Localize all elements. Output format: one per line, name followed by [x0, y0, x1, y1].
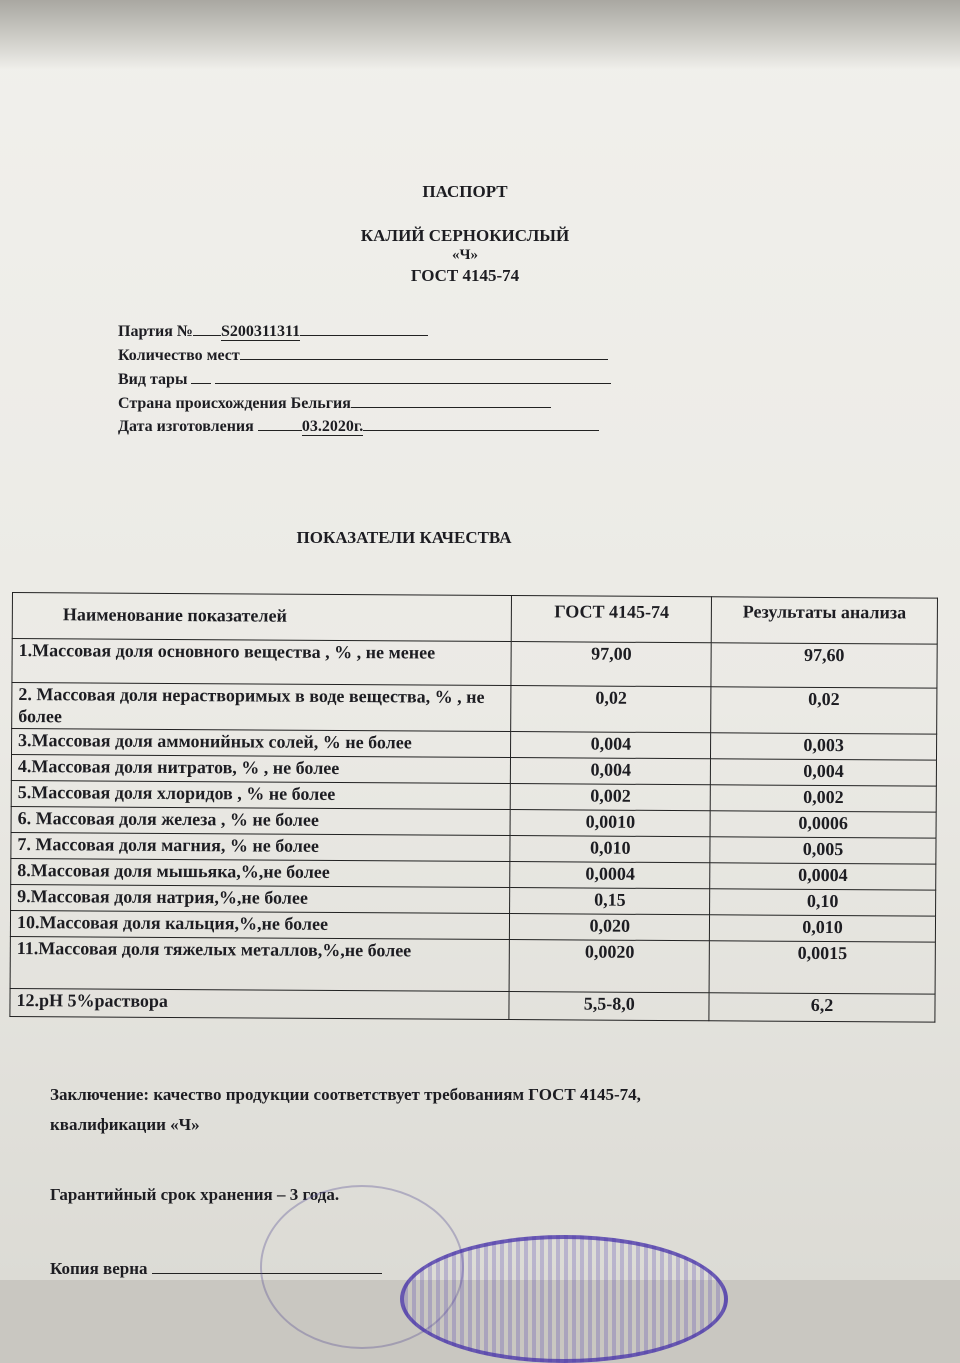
- conclusion-line1: Заключение: качество продукции соответствует требованиям ГОСТ 4145-74,: [50, 1085, 641, 1104]
- product-grade: «Ч»: [451, 247, 478, 263]
- country-value: Бельгия: [290, 395, 351, 412]
- analysis-result: 0,010: [710, 915, 936, 942]
- copy-label: Копия верна: [50, 1259, 148, 1278]
- gost-value: 0,02: [511, 686, 711, 733]
- analysis-result: 0,004: [711, 759, 937, 786]
- table-row: [12, 639, 937, 689]
- indicator-name: 8.Массовая доля мышьяка,%,не более: [11, 858, 511, 887]
- table-header-row: [12, 593, 937, 645]
- table-row: [10, 936, 935, 994]
- gost-value: 0,15: [510, 888, 710, 915]
- gost-value: 0,004: [511, 732, 711, 759]
- analysis-result: 0,0015: [709, 941, 935, 994]
- indicator-name: 7. Массовая доля магния, % не более: [11, 832, 511, 861]
- date-field: [118, 415, 599, 436]
- date-value: 03.2020г.: [301, 418, 364, 435]
- analysis-result: 0,0004: [710, 863, 936, 890]
- product-standard: ГОСТ 4145-74: [410, 266, 520, 285]
- indicator-name: 3.Массовая доля аммонийных солей, % не более: [12, 729, 512, 758]
- analysis-result: 0,02: [711, 687, 937, 734]
- date-label: Дата изготовления: [118, 418, 254, 435]
- analysis-result: 6,2: [709, 993, 935, 1022]
- indicator-name: 6. Массовая доля железа , % не более: [11, 806, 511, 835]
- gost-value: 0,0020: [510, 940, 710, 993]
- analysis-result: 0,003: [711, 733, 937, 760]
- gost-value: 0,004: [511, 758, 711, 785]
- col-name-header: Наименование показателей: [12, 593, 512, 642]
- gost-value: 0,0004: [510, 862, 710, 889]
- analysis-result: 97,60: [711, 643, 937, 688]
- indicator-name: 5.Массовая доля хлоридов , % не более: [11, 780, 511, 809]
- indicator-name: 11.Массовая доля тяжелых металлов,%,не более: [10, 936, 510, 991]
- country-label: Страна происхождения: [118, 395, 287, 412]
- quality-table: [9, 592, 938, 1023]
- shelf-life: Гарантийный срок хранения – 3 года.: [50, 1185, 340, 1204]
- analysis-result: 0,10: [710, 889, 936, 916]
- indicator-name: 10.Массовая доля кальция,%,не более: [10, 910, 510, 939]
- analysis-result: 0,002: [710, 785, 936, 812]
- table-row: [10, 988, 935, 1022]
- analysis-result: 0,005: [710, 837, 936, 864]
- batch-field: [118, 320, 428, 341]
- gost-value: 0,002: [511, 784, 711, 811]
- analysis-result: 0,0006: [710, 811, 936, 838]
- indicator-name: 12.pH 5%раствора: [10, 988, 510, 1019]
- indicator-name: 1.Массовая доля основного вещества , % , не менее: [12, 639, 512, 686]
- gost-value: 0,010: [510, 836, 710, 863]
- product-name: КАЛИЙ СЕРНОКИСЛЫЙ: [360, 226, 570, 245]
- company-stamp-icon: [400, 1235, 728, 1363]
- col-gost-header: ГОСТ 4145-74: [512, 596, 712, 643]
- doc-title: ПАСПОРТ: [422, 182, 508, 201]
- scan-shadow: [0, 0, 960, 70]
- conclusion-line2: квалификации «Ч»: [50, 1115, 200, 1134]
- col-result-header: Результаты анализа: [711, 597, 937, 644]
- batch-label: Партия №: [118, 323, 193, 340]
- quality-heading: ПОКАЗАТЕЛИ КАЧЕСТВА: [296, 528, 512, 547]
- gost-value: 97,00: [511, 642, 711, 687]
- gost-value: 5,5-8,0: [509, 992, 709, 1021]
- places-field: [118, 344, 608, 365]
- batch-value: S200311311: [220, 323, 301, 340]
- gost-value: 0,0010: [510, 810, 710, 837]
- tare-label: Вид тары: [118, 371, 188, 388]
- table-row: [12, 683, 937, 735]
- country-field: [118, 392, 551, 413]
- tare-field: [118, 368, 611, 389]
- places-label: Количество мест: [118, 347, 240, 364]
- gost-value: 0,020: [510, 914, 710, 941]
- indicator-name: 9.Массовая доля натрия,%,не более: [11, 884, 511, 913]
- indicator-name: 4.Массовая доля нитратов, % , не более: [11, 755, 511, 784]
- indicator-name: 2. Массовая доля нерастворимых в воде вещества, % , не более: [12, 683, 512, 732]
